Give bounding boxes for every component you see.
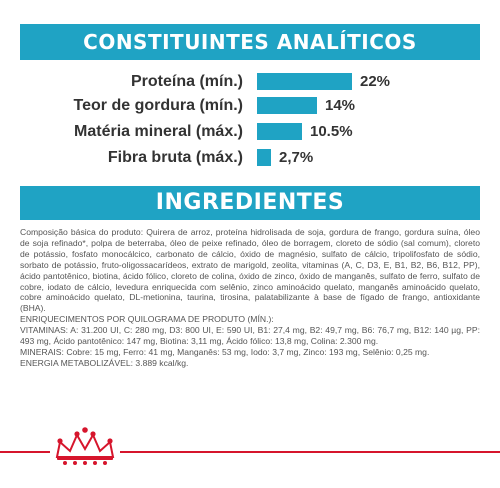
ingredients-enrichment-heading: ENRIQUECIMENTOS POR QUILOGRAMA DE PRODUTO (MÍN.):: [20, 314, 274, 325]
analytics-label: Matéria mineral (máx.): [74, 123, 243, 140]
analytics-label: Proteína (mín.): [130, 73, 243, 90]
ingredients-title-banner: [20, 186, 480, 220]
analytics-value: 10.5%: [310, 123, 353, 140]
brand-line-left: [0, 451, 50, 453]
ingredients-title: INGREDIENTES: [155, 190, 345, 215]
analytics-bar: [257, 149, 271, 166]
analytics-title-banner: [20, 24, 480, 60]
royal-canin-crown-logo-icon: [52, 422, 118, 466]
analytics-value: 14%: [325, 97, 356, 114]
ingredients-vitamins: VITAMINAS: A: 31.200 UI, C: 280 mg, D3: 800 UI, E: 590 UI, B1: 27,4 mg, B2: 49,7 mg, B6: 76,7 mg, B12: 140 µg, PP: 493 mg, Ácido pantotênico: 147 mg, Biotina: 3,11 mg, Ácido fólico: 13,8 mg, Colina: 2.300 mg.: [20, 325, 480, 347]
analytics-bar: [257, 73, 352, 90]
analytics-row-mineral: [0, 120, 500, 144]
analytics-label: Teor de gordura (mín.): [73, 97, 243, 114]
analytics-row-protein: [0, 70, 500, 94]
analytics-bar: [257, 123, 302, 140]
brand-line-right: [120, 451, 500, 453]
ingredients-composition: Composição básica do produto: Quirera de arroz, proteína hidrolisada de soja, gordura de frango, gordura suína, óleo de soja refinado*, polpa de beterraba, óleo de peixe refinado, óleo de borragem, cloreto de sódio (sal comum), cloreto de potássio, fosfato monocálcico, carbonato de cálcio, óxido de magnésio, sulfato de cálcio, tripolifosfato de sódio, sorbato de potássio, fruto-oligossacarídeos, extrato de marigold, zeolita, vitaminas (A, C, D3, E, B1, B2, B6, B12, PP), ácido pantotênico, biotina, ácido fólico, cloreto de colina, óxido de zinco, óxido de manganês, sulfato de ferro, sulfato de cobre, iodato de cálcio, levedura enriquecida com selênio, zinco aminoácido quelato, manganês aminoácido quelato, cobre aminoácido quelato, DL-metionina, taurina, tirosina, palatabilizante à base de fígado de frango, antioxidante (BHA).: [20, 227, 480, 314]
ingredients-minerals: MINERAIS: Cobre: 15 mg, Ferro: 41 mg, Manganês: 53 mg, Iodo: 3,7 mg, Zinco: 193 mg, Selênio: 0,25 mg.: [20, 346, 430, 357]
analytics-value: 22%: [360, 73, 391, 90]
analytics-row-fat: [0, 94, 500, 118]
analytics-row-fiber: [0, 146, 500, 170]
analytics-title: CONSTITUINTES ANALÍTICOS: [83, 30, 417, 54]
analytics-bar: [257, 97, 317, 114]
analytics-value: 2,7%: [279, 149, 314, 166]
ingredients-text: [20, 227, 480, 369]
analytics-label: Fibra bruta (máx.): [107, 149, 243, 166]
ingredients-energy: ENERGIA METABOLIZÁVEL: 3.889 kcal/kg.: [20, 357, 189, 368]
